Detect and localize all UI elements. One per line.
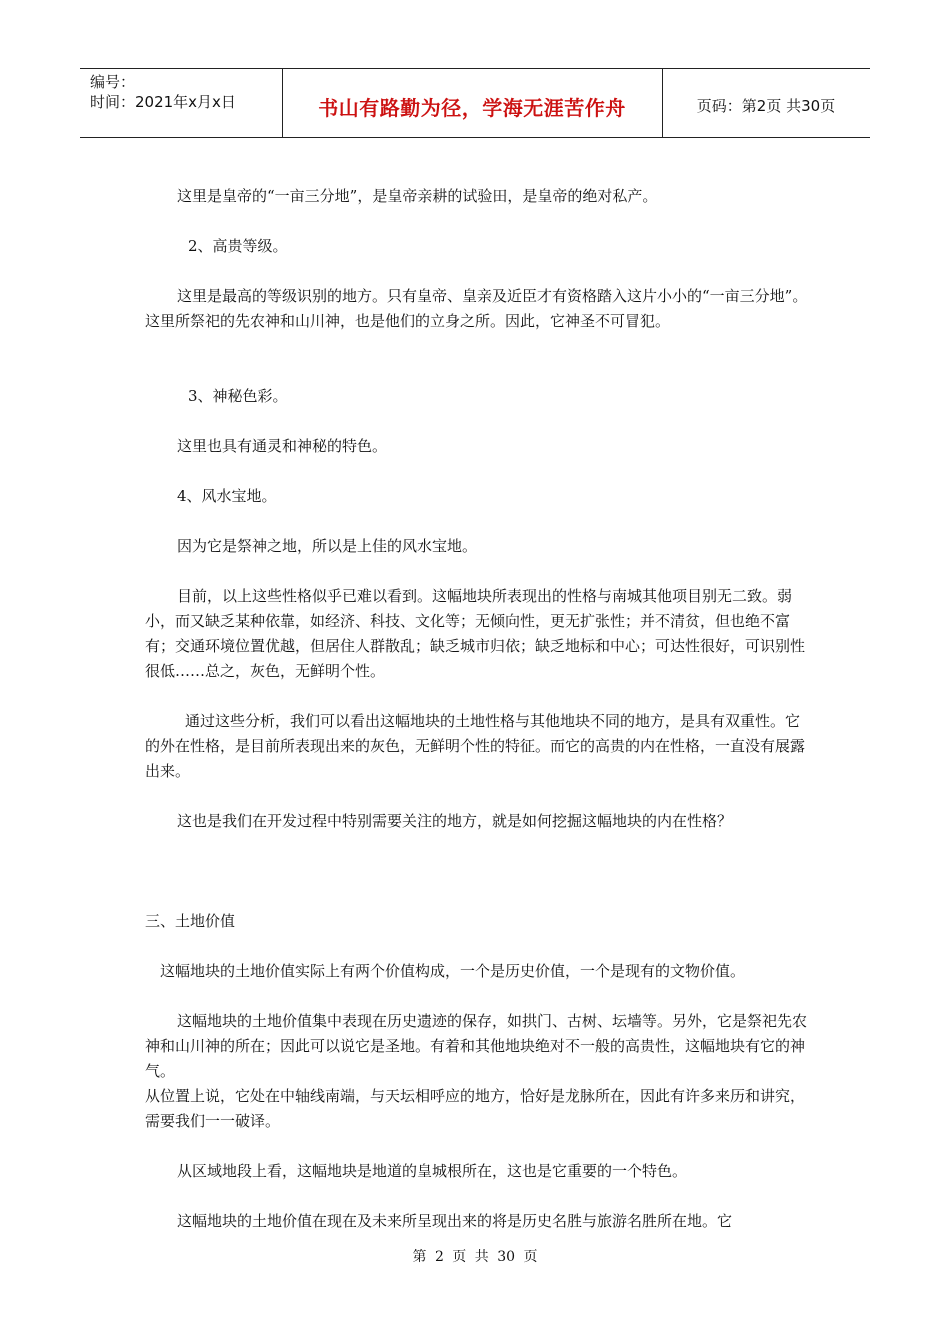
section-heading: 2、高贵等级。 <box>188 237 288 255</box>
paragraph: 从区域地段上看，这幅地块是地道的皇城根所在，这也是它重要的一个特色。 <box>177 1162 688 1180</box>
page-footer: 第 2 页 共 30 页 <box>412 1249 538 1265</box>
paragraph: 这里也具有通灵和神秘的特色。 <box>177 437 388 455</box>
header-info-cell <box>80 69 283 137</box>
paragraph: 这幅地块的土地价值实际上有两个价值构成，一个是历史价值，一个是现有的文物价值。 <box>160 962 746 980</box>
header-motto-cell <box>282 69 663 137</box>
paragraph: 因为它是祭神之地，所以是上佳的风水宝地。 <box>177 537 478 555</box>
paragraph: 从位置上说，它处在中轴线南端，与天坛相呼应的地方，恰好是龙脉所在，因此有许多来历和讲究，需要我们一一破译。 <box>145 1087 806 1130</box>
paragraph: 这里是皇帝的“一亩三分地”，是皇帝亲耕的试验田，是皇帝的绝对私产。 <box>177 187 658 205</box>
paragraph: 这里是最高的等级识别的地方。只有皇帝、皇亲及近臣才有资格踏入这片小小的“一亩三分地”。这里所祭祀的先农神和山川神，也是他们的立身之所。因此，它神圣不可冒犯。 <box>145 287 808 330</box>
paragraph: 目前，以上这些性格似乎已难以看到。这幅地块所表现出的性格与南城其他项目别无二致。弱小，而又缺乏某种依靠，如经济、科技、文化等；无倾向性，更无扩张性；并不清贫，但也绝不富有；交通环境位置优越，但居住人群散乱；缺乏城市归依；缺乏地标和中心；可达性很好，可识别性很低……总之，灰色，无鲜明个性。 <box>145 587 806 680</box>
page-header <box>80 68 870 138</box>
header-page-info: 页码：第2页 共30页 <box>696 97 836 115</box>
paragraph: 这幅地块的土地价值在现在及未来所呈现出来的将是历史名胜与旅游名胜所在地。它 <box>177 1212 733 1230</box>
paragraph: 通过这些分析，我们可以看出这幅地块的土地性格与其他地块不同的地方，是具有双重性。它的外在性格，是目前所表现出来的灰色，无鲜明个性的特征。而它的高贵的内在性格，一直没有展露出来。 <box>145 712 806 780</box>
number-label: 编号： <box>90 73 136 91</box>
date-label: 时间：2021年x月x日 <box>90 93 236 111</box>
motto-text: 书山有路勤为径，学海无涯苦作舟 <box>318 96 626 120</box>
section-heading: 3、神秘色彩。 <box>188 387 288 405</box>
paragraph: 这也是我们在开发过程中特别需要关注的地方，就是如何挖掘这幅地块的内在性格？ <box>177 812 733 830</box>
chapter-heading: 三、土地价值 <box>145 912 236 930</box>
section-heading: 4、风水宝地。 <box>177 487 277 505</box>
header-page-cell <box>662 69 870 137</box>
paragraph: 这幅地块的土地价值集中表现在历史遗迹的保存，如拱门、古树、坛墙等。另外，它是祭祀先农神和山川神的所在；因此可以说它是圣地。有着和其他地块绝对不一般的高贵性，这幅地块有它的神气。 <box>145 1012 808 1080</box>
